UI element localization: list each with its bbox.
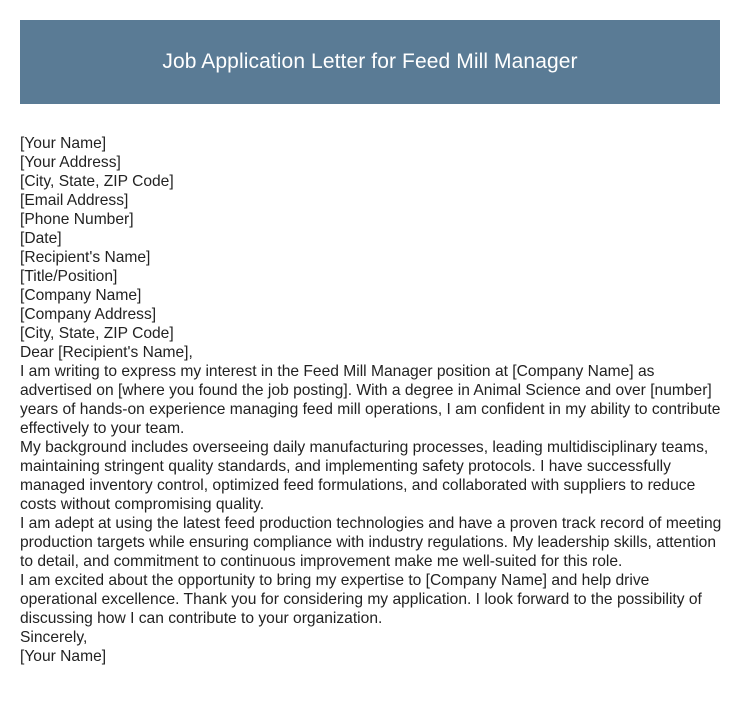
recipient-city-state-zip: [City, State, ZIP Code] bbox=[20, 325, 174, 342]
letter-body bbox=[20, 134, 722, 666]
recipient-name: [Recipient's Name] bbox=[20, 249, 151, 266]
paragraph-closing: I am excited about the opportunity to bring my expertise to [Company Name] and help drive operational excellence. Thank you for considering my application. I look forward to the possibility of discussing how I can contribute to your organization. bbox=[20, 572, 702, 627]
paragraph-intro: I am writing to express my interest in the Feed Mill Manager position at [Company Name] as advertised on [where you found the job posting]. With a degree in Animal Science and over [number] years of hands-on experience managing feed mill operations, I am confident in my ability to contribute effectively to your team. bbox=[20, 363, 721, 437]
sender-name: [Your Name] bbox=[20, 135, 107, 152]
salutation: Dear [Recipient's Name], bbox=[20, 344, 193, 361]
sender-phone: [Phone Number] bbox=[20, 211, 134, 228]
letter-date: [Date] bbox=[20, 230, 62, 247]
page-title: Job Application Letter for Feed Mill Manager bbox=[162, 50, 578, 73]
recipient-title: [Title/Position] bbox=[20, 268, 118, 285]
paragraph-background: My background includes overseeing daily manufacturing processes, leading multidisciplinary teams, maintaining stringent quality standards, and implementing safety protocols. I have successfully managed inventory control, optimized feed formulations, and collaborated with suppliers to reduce costs without compromising quality. bbox=[20, 439, 709, 513]
sender-address: [Your Address] bbox=[20, 154, 121, 171]
paragraph-skills: I am adept at using the latest feed production technologies and have a proven track record of meeting production targets while ensuring compliance with industry regulations. My leadership skills, attention to detail, and commitment to continuous improvement make me well-suited for this role. bbox=[20, 515, 722, 570]
sender-email: [Email Address] bbox=[20, 192, 129, 209]
recipient-address: [Company Address] bbox=[20, 306, 157, 323]
title-banner bbox=[20, 20, 720, 104]
signature: [Your Name] bbox=[20, 648, 107, 665]
recipient-company: [Company Name] bbox=[20, 287, 142, 304]
sender-city-state-zip: [City, State, ZIP Code] bbox=[20, 173, 174, 190]
closing: Sincerely, bbox=[20, 629, 88, 646]
